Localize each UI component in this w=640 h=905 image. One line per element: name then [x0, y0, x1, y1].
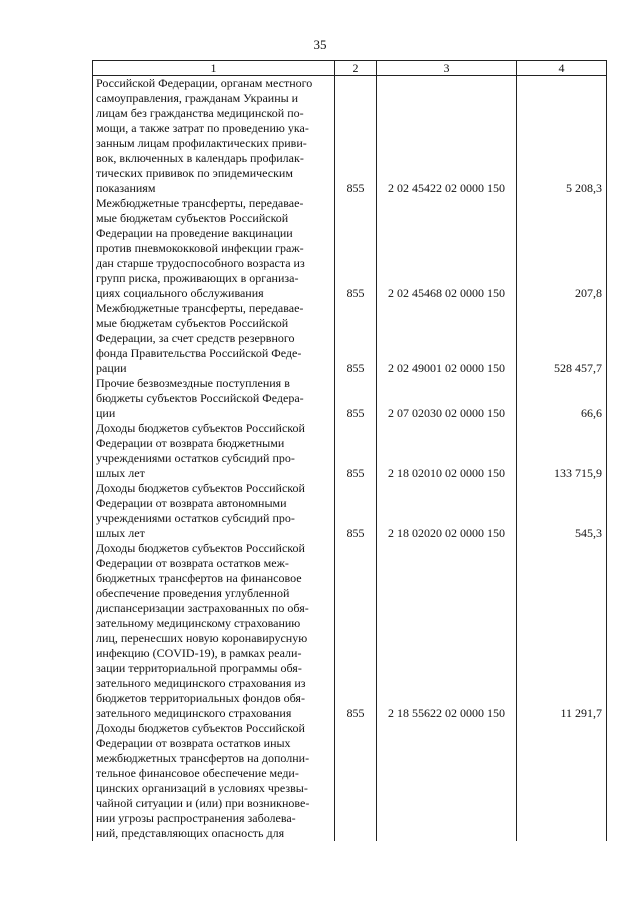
row-admin-code: [335, 721, 377, 841]
row-amount: 207,8: [517, 196, 607, 301]
row-amount: 545,3: [517, 481, 607, 541]
row-budget-code: 2 18 02010 02 0000 150: [377, 421, 517, 481]
column-header-4: 4: [517, 61, 607, 76]
table-row: [93, 76, 607, 197]
row-budget-code: 2 07 02030 02 0000 150: [377, 376, 517, 421]
row-budget-code: 2 18 02020 02 0000 150: [377, 481, 517, 541]
column-header-3: 3: [377, 61, 517, 76]
row-amount: 66,6: [517, 376, 607, 421]
row-admin-code: 855: [335, 301, 377, 376]
table-row: [93, 301, 607, 376]
row-admin-code: 855: [335, 481, 377, 541]
budget-revenue-table: [92, 60, 607, 841]
page-number: 35: [313, 37, 327, 52]
row-amount: [517, 721, 607, 841]
row-budget-code: 2 02 45468 02 0000 150: [377, 196, 517, 301]
table-header-row: [93, 61, 607, 76]
table-row: [93, 196, 607, 301]
row-amount: 528 457,7: [517, 301, 607, 376]
row-description: Межбюджетные трансферты, передавае- мые бюджетам субъектов Российской Федерации, за счет средств резервного фонда Правительства Российской Феде- рации: [93, 301, 335, 376]
row-admin-code: 855: [335, 76, 377, 197]
row-budget-code: 2 02 49001 02 0000 150: [377, 301, 517, 376]
row-admin-code: 855: [335, 196, 377, 301]
row-amount: 5 208,3: [517, 76, 607, 197]
row-admin-code: 855: [335, 541, 377, 721]
table-row: [93, 721, 607, 841]
row-description: Доходы бюджетов субъектов Российской Федерации от возврата остатков иных межбюджетных трансфертов на дополни- тельное финансовое обеспечение меди- цинских организаций в условиях чрезвы- чайной ситуации и (или) при возникнове- нии угрозы распространения заболева- ний, представляющих опасность для: [93, 721, 335, 841]
row-description: Доходы бюджетов субъектов Российской Федерации от возврата автономными учреждениями остатков субсидий про- шлых лет: [93, 481, 335, 541]
row-description: Прочие безвозмездные поступления в бюджеты субъектов Российской Федера- ции: [93, 376, 335, 421]
row-amount: 133 715,9: [517, 421, 607, 481]
column-header-2: 2: [335, 61, 377, 76]
row-description: Российской Федерации, органам местного самоуправления, гражданам Украины и лицам без гражданства медицинской по- мощи, а также затрат по проведению ука- занным лицам профилактических приви- вок, включенных в календарь профилак- тических прививок по эпидемическим показаниям: [93, 76, 335, 197]
row-budget-code: 2 18 55622 02 0000 150: [377, 541, 517, 721]
row-amount: 11 291,7: [517, 541, 607, 721]
row-description: Доходы бюджетов субъектов Российской Федерации от возврата остатков меж- бюджетных трансфертов на финансовое обеспечение проведения углубленной диспансеризации застрахованных по обя- зательному медицинскому страхованию лиц, перенесших новую коронавирусную инфекцию (COVID-19), в рамках реали- зации территориальной программы обя- зательного медицинского страхования из бюджетов территориальных фондов обя- зательного медицинского страхования: [93, 541, 335, 721]
row-admin-code: 855: [335, 376, 377, 421]
row-budget-code: 2 02 45422 02 0000 150: [377, 76, 517, 197]
table-row: [93, 421, 607, 481]
row-description: Доходы бюджетов субъектов Российской Федерации от возврата бюджетными учреждениями остатков субсидий про- шлых лет: [93, 421, 335, 481]
table-row: [93, 541, 607, 721]
table-row: [93, 481, 607, 541]
row-budget-code: [377, 721, 517, 841]
table-row: [93, 376, 607, 421]
row-description: Межбюджетные трансферты, передавае- мые бюджетам субъектов Российской Федерации на проведение вакцинации против пневмококковой инфекции граж- дан старше трудоспособного возраста из групп риска, проживающих в организа- циях социального обслуживания: [93, 196, 335, 301]
row-admin-code: 855: [335, 421, 377, 481]
column-header-1: 1: [93, 61, 335, 76]
